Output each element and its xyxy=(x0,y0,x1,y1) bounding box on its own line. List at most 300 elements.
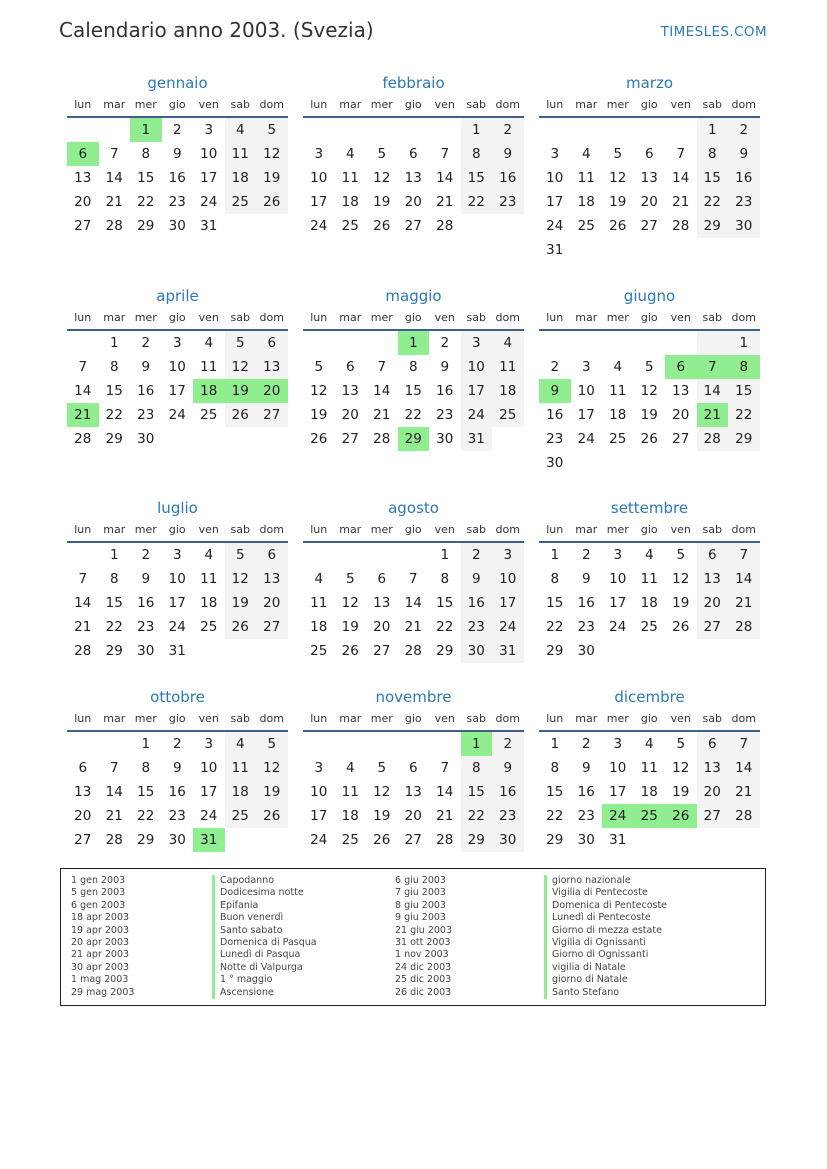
day-cell[interactable]: 18 xyxy=(341,808,359,824)
day-cell[interactable]: 16 xyxy=(168,170,186,186)
day-cell[interactable]: 28 xyxy=(728,615,760,639)
day-cell[interactable]: 7 xyxy=(377,359,387,375)
day-cell[interactable]: 9 xyxy=(728,142,760,166)
day-cell[interactable]: 3 xyxy=(492,543,524,567)
day-cell[interactable]: 11 xyxy=(640,760,658,776)
day-cell[interactable]: 13 xyxy=(697,756,729,780)
day-cell[interactable]: 12 xyxy=(225,355,257,379)
day-cell[interactable]: 10 xyxy=(577,383,595,399)
day-cell[interactable]: 23 xyxy=(577,808,595,824)
day-cell[interactable]: 6 xyxy=(697,543,729,567)
day-cell[interactable]: 16 xyxy=(577,784,595,800)
day-cell[interactable]: 8 xyxy=(408,359,418,375)
day-cell[interactable]: 15 xyxy=(546,595,564,611)
day-cell[interactable]: 19 xyxy=(225,379,257,403)
day-cell[interactable]: 16 xyxy=(728,166,760,190)
day-cell[interactable]: 26 xyxy=(373,218,391,234)
day-cell[interactable]: 16 xyxy=(168,784,186,800)
day-cell[interactable]: 13 xyxy=(341,383,359,399)
day-cell[interactable]: 20 xyxy=(697,780,729,804)
day-cell[interactable]: 30 xyxy=(137,643,155,659)
day-cell[interactable]: 15 xyxy=(461,166,493,190)
day-cell[interactable]: 7 xyxy=(676,146,686,162)
day-cell[interactable]: 19 xyxy=(640,407,658,423)
day-cell[interactable]: 18 xyxy=(200,595,218,611)
day-cell[interactable]: 5 xyxy=(256,118,288,142)
day-cell[interactable]: 29 xyxy=(546,832,564,848)
day-cell[interactable]: 8 xyxy=(461,142,493,166)
day-cell[interactable]: 29 xyxy=(461,828,493,852)
day-cell[interactable]: 7 xyxy=(440,760,450,776)
day-cell[interactable]: 13 xyxy=(640,170,658,186)
day-cell[interactable]: 11 xyxy=(225,756,257,780)
day-cell[interactable]: 28 xyxy=(436,832,454,848)
day-cell[interactable]: 10 xyxy=(200,760,218,776)
day-cell[interactable]: 20 xyxy=(341,407,359,423)
day-cell[interactable]: 27 xyxy=(373,643,391,659)
day-cell[interactable]: 2 xyxy=(461,543,493,567)
day-cell[interactable]: 4 xyxy=(613,359,623,375)
day-cell[interactable]: 9 xyxy=(539,379,571,403)
day-cell[interactable]: 19 xyxy=(256,780,288,804)
day-cell[interactable]: 26 xyxy=(609,218,627,234)
day-cell[interactable]: 3 xyxy=(550,146,560,162)
day-cell[interactable]: 22 xyxy=(461,190,493,214)
day-cell[interactable]: 1 xyxy=(550,547,560,563)
day-cell[interactable]: 18 xyxy=(193,379,225,403)
day-cell[interactable]: 15 xyxy=(105,383,123,399)
day-cell[interactable]: 25 xyxy=(492,403,524,427)
day-cell[interactable]: 2 xyxy=(141,335,151,351)
day-cell[interactable]: 21 xyxy=(728,780,760,804)
day-cell[interactable]: 20 xyxy=(256,591,288,615)
day-cell[interactable]: 22 xyxy=(105,407,123,423)
day-cell[interactable]: 24 xyxy=(168,619,186,635)
day-cell[interactable]: 20 xyxy=(672,407,690,423)
day-cell[interactable]: 10 xyxy=(310,170,328,186)
day-cell[interactable]: 17 xyxy=(310,194,328,210)
day-cell[interactable]: 6 xyxy=(408,760,418,776)
day-cell[interactable]: 23 xyxy=(436,407,454,423)
day-cell[interactable]: 3 xyxy=(172,335,182,351)
day-cell[interactable]: 18 xyxy=(225,166,257,190)
day-cell[interactable]: 24 xyxy=(461,403,493,427)
day-cell[interactable]: 1 xyxy=(461,118,493,142)
day-cell[interactable]: 27 xyxy=(256,615,288,639)
day-cell[interactable]: 29 xyxy=(546,643,564,659)
day-cell[interactable]: 23 xyxy=(546,431,564,447)
day-cell[interactable]: 19 xyxy=(310,407,328,423)
day-cell[interactable]: 1 xyxy=(461,732,493,756)
day-cell[interactable]: 3 xyxy=(204,122,214,138)
day-cell[interactable]: 5 xyxy=(676,736,686,752)
day-cell[interactable]: 29 xyxy=(137,218,155,234)
day-cell[interactable]: 6 xyxy=(377,571,387,587)
day-cell[interactable]: 10 xyxy=(609,571,627,587)
day-cell[interactable]: 9 xyxy=(492,756,524,780)
day-cell[interactable]: 13 xyxy=(404,170,422,186)
day-cell[interactable]: 25 xyxy=(634,804,666,828)
day-cell[interactable]: 23 xyxy=(461,615,493,639)
day-cell[interactable]: 2 xyxy=(492,732,524,756)
day-cell[interactable]: 17 xyxy=(609,595,627,611)
brand-link[interactable]: TIMESLES.COM xyxy=(660,24,767,40)
day-cell[interactable]: 15 xyxy=(404,383,422,399)
day-cell[interactable]: 5 xyxy=(676,547,686,563)
day-cell[interactable]: 24 xyxy=(310,218,328,234)
day-cell[interactable]: 21 xyxy=(373,407,391,423)
day-cell[interactable]: 15 xyxy=(436,595,454,611)
day-cell[interactable]: 13 xyxy=(256,567,288,591)
day-cell[interactable]: 13 xyxy=(256,355,288,379)
day-cell[interactable]: 4 xyxy=(225,118,257,142)
day-cell[interactable]: 6 xyxy=(256,543,288,567)
day-cell[interactable]: 21 xyxy=(672,194,690,210)
day-cell[interactable]: 16 xyxy=(137,595,155,611)
day-cell[interactable]: 31 xyxy=(492,639,524,663)
day-cell[interactable]: 2 xyxy=(728,118,760,142)
day-cell[interactable]: 1 xyxy=(440,547,450,563)
day-cell[interactable]: 19 xyxy=(373,194,391,210)
day-cell[interactable]: 31 xyxy=(200,218,218,234)
day-cell[interactable]: 5 xyxy=(644,359,654,375)
day-cell[interactable]: 14 xyxy=(373,383,391,399)
day-cell[interactable]: 6 xyxy=(256,331,288,355)
day-cell[interactable]: 22 xyxy=(404,407,422,423)
day-cell[interactable]: 23 xyxy=(492,804,524,828)
day-cell[interactable]: 7 xyxy=(109,760,119,776)
day-cell[interactable]: 8 xyxy=(697,142,729,166)
day-cell[interactable]: 13 xyxy=(373,595,391,611)
day-cell[interactable]: 25 xyxy=(225,804,257,828)
day-cell[interactable]: 28 xyxy=(105,218,123,234)
day-cell[interactable]: 3 xyxy=(172,547,182,563)
day-cell[interactable]: 28 xyxy=(74,431,92,447)
day-cell[interactable]: 9 xyxy=(461,567,493,591)
day-cell[interactable]: 14 xyxy=(697,379,729,403)
day-cell[interactable]: 6 xyxy=(67,142,99,166)
day-cell[interactable]: 4 xyxy=(492,331,524,355)
day-cell[interactable]: 13 xyxy=(404,784,422,800)
day-cell[interactable]: 22 xyxy=(546,619,564,635)
day-cell[interactable]: 11 xyxy=(200,359,218,375)
day-cell[interactable]: 4 xyxy=(225,732,257,756)
day-cell[interactable]: 12 xyxy=(640,383,658,399)
day-cell[interactable]: 2 xyxy=(172,122,182,138)
day-cell[interactable]: 21 xyxy=(404,619,422,635)
day-cell[interactable]: 10 xyxy=(200,146,218,162)
day-cell[interactable]: 5 xyxy=(225,543,257,567)
day-cell[interactable]: 5 xyxy=(377,146,387,162)
day-cell[interactable]: 30 xyxy=(546,455,564,471)
day-cell[interactable]: 27 xyxy=(74,832,92,848)
day-cell[interactable]: 30 xyxy=(436,431,454,447)
day-cell[interactable]: 4 xyxy=(644,547,654,563)
day-cell[interactable]: 1 xyxy=(398,331,430,355)
day-cell[interactable]: 11 xyxy=(577,170,595,186)
day-cell[interactable]: 10 xyxy=(609,760,627,776)
day-cell[interactable]: 4 xyxy=(204,335,214,351)
day-cell[interactable]: 4 xyxy=(204,547,214,563)
day-cell[interactable]: 3 xyxy=(314,146,324,162)
day-cell[interactable]: 11 xyxy=(609,383,627,399)
day-cell[interactable]: 20 xyxy=(256,379,288,403)
day-cell[interactable]: 23 xyxy=(492,190,524,214)
day-cell[interactable]: 31 xyxy=(461,427,493,451)
day-cell[interactable]: 19 xyxy=(373,808,391,824)
day-cell[interactable]: 14 xyxy=(404,595,422,611)
day-cell[interactable]: 30 xyxy=(492,828,524,852)
day-cell[interactable]: 10 xyxy=(168,571,186,587)
day-cell[interactable]: 17 xyxy=(310,808,328,824)
day-cell[interactable]: 17 xyxy=(461,379,493,403)
day-cell[interactable]: 27 xyxy=(697,615,729,639)
day-cell[interactable]: 28 xyxy=(436,218,454,234)
day-cell[interactable]: 7 xyxy=(697,355,729,379)
day-cell[interactable]: 2 xyxy=(581,547,591,563)
day-cell[interactable]: 23 xyxy=(137,619,155,635)
day-cell[interactable]: 13 xyxy=(672,383,690,399)
day-cell[interactable]: 5 xyxy=(345,571,355,587)
day-cell[interactable]: 8 xyxy=(728,355,760,379)
day-cell[interactable]: 19 xyxy=(256,166,288,190)
day-cell[interactable]: 5 xyxy=(613,146,623,162)
day-cell[interactable]: 2 xyxy=(141,547,151,563)
day-cell[interactable]: 1 xyxy=(728,331,760,355)
day-cell[interactable]: 26 xyxy=(225,615,257,639)
day-cell[interactable]: 29 xyxy=(436,643,454,659)
day-cell[interactable]: 17 xyxy=(168,595,186,611)
day-cell[interactable]: 25 xyxy=(609,431,627,447)
day-cell[interactable]: 9 xyxy=(172,760,182,776)
day-cell[interactable]: 26 xyxy=(310,431,328,447)
day-cell[interactable]: 4 xyxy=(345,146,355,162)
day-cell[interactable]: 18 xyxy=(640,784,658,800)
day-cell[interactable]: 19 xyxy=(341,619,359,635)
day-cell[interactable]: 24 xyxy=(200,194,218,210)
day-cell[interactable]: 27 xyxy=(74,218,92,234)
day-cell[interactable]: 18 xyxy=(341,194,359,210)
day-cell[interactable]: 26 xyxy=(341,643,359,659)
day-cell[interactable]: 23 xyxy=(168,194,186,210)
day-cell[interactable]: 1 xyxy=(109,547,119,563)
day-cell[interactable]: 27 xyxy=(341,431,359,447)
day-cell[interactable]: 13 xyxy=(697,567,729,591)
day-cell[interactable]: 17 xyxy=(200,784,218,800)
day-cell[interactable]: 31 xyxy=(609,832,627,848)
day-cell[interactable]: 8 xyxy=(141,760,151,776)
day-cell[interactable]: 14 xyxy=(74,595,92,611)
day-cell[interactable]: 30 xyxy=(577,643,595,659)
day-cell[interactable]: 31 xyxy=(546,242,564,258)
day-cell[interactable]: 25 xyxy=(577,218,595,234)
day-cell[interactable]: 25 xyxy=(200,619,218,635)
day-cell[interactable]: 26 xyxy=(373,832,391,848)
day-cell[interactable]: 18 xyxy=(640,595,658,611)
day-cell[interactable]: 21 xyxy=(105,194,123,210)
day-cell[interactable]: 4 xyxy=(345,760,355,776)
day-cell[interactable]: 30 xyxy=(168,218,186,234)
day-cell[interactable]: 21 xyxy=(436,808,454,824)
day-cell[interactable]: 18 xyxy=(310,619,328,635)
day-cell[interactable]: 16 xyxy=(492,166,524,190)
day-cell[interactable]: 11 xyxy=(200,571,218,587)
day-cell[interactable]: 12 xyxy=(672,571,690,587)
day-cell[interactable]: 4 xyxy=(314,571,324,587)
day-cell[interactable]: 12 xyxy=(672,760,690,776)
day-cell[interactable]: 29 xyxy=(137,832,155,848)
day-cell[interactable]: 12 xyxy=(310,383,328,399)
day-cell[interactable]: 1 xyxy=(697,118,729,142)
day-cell[interactable]: 24 xyxy=(310,832,328,848)
day-cell[interactable]: 21 xyxy=(697,403,729,427)
day-cell[interactable]: 28 xyxy=(373,431,391,447)
day-cell[interactable]: 5 xyxy=(314,359,324,375)
day-cell[interactable]: 17 xyxy=(200,170,218,186)
day-cell[interactable]: 7 xyxy=(408,571,418,587)
day-cell[interactable]: 17 xyxy=(546,194,564,210)
day-cell[interactable]: 27 xyxy=(256,403,288,427)
day-cell[interactable]: 10 xyxy=(461,355,493,379)
day-cell[interactable]: 21 xyxy=(105,808,123,824)
day-cell[interactable]: 31 xyxy=(168,643,186,659)
day-cell[interactable]: 3 xyxy=(613,736,623,752)
day-cell[interactable]: 25 xyxy=(225,190,257,214)
day-cell[interactable]: 12 xyxy=(225,567,257,591)
day-cell[interactable]: 19 xyxy=(609,194,627,210)
day-cell[interactable]: 22 xyxy=(137,808,155,824)
day-cell[interactable]: 7 xyxy=(109,146,119,162)
day-cell[interactable]: 18 xyxy=(492,379,524,403)
day-cell[interactable]: 30 xyxy=(577,832,595,848)
day-cell[interactable]: 9 xyxy=(492,142,524,166)
day-cell[interactable]: 22 xyxy=(105,619,123,635)
day-cell[interactable]: 18 xyxy=(609,407,627,423)
day-cell[interactable]: 7 xyxy=(728,732,760,756)
day-cell[interactable]: 12 xyxy=(609,170,627,186)
day-cell[interactable]: 23 xyxy=(728,190,760,214)
day-cell[interactable]: 21 xyxy=(436,194,454,210)
day-cell[interactable]: 5 xyxy=(377,760,387,776)
day-cell[interactable]: 29 xyxy=(697,214,729,238)
day-cell[interactable]: 4 xyxy=(581,146,591,162)
day-cell[interactable]: 25 xyxy=(310,643,328,659)
day-cell[interactable]: 26 xyxy=(256,804,288,828)
day-cell[interactable]: 29 xyxy=(728,427,760,451)
day-cell[interactable]: 16 xyxy=(492,780,524,804)
day-cell[interactable]: 17 xyxy=(168,383,186,399)
day-cell[interactable]: 10 xyxy=(546,170,564,186)
day-cell[interactable]: 26 xyxy=(225,403,257,427)
day-cell[interactable]: 10 xyxy=(310,784,328,800)
day-cell[interactable]: 8 xyxy=(109,359,119,375)
day-cell[interactable]: 8 xyxy=(461,756,493,780)
day-cell[interactable]: 23 xyxy=(137,407,155,423)
day-cell[interactable]: 15 xyxy=(137,784,155,800)
day-cell[interactable]: 16 xyxy=(546,407,564,423)
day-cell[interactable]: 22 xyxy=(728,403,760,427)
day-cell[interactable]: 22 xyxy=(436,619,454,635)
day-cell[interactable]: 1 xyxy=(550,736,560,752)
day-cell[interactable]: 27 xyxy=(672,431,690,447)
day-cell[interactable]: 24 xyxy=(492,615,524,639)
day-cell[interactable]: 28 xyxy=(105,832,123,848)
day-cell[interactable]: 20 xyxy=(697,591,729,615)
day-cell[interactable]: 16 xyxy=(461,591,493,615)
day-cell[interactable]: 14 xyxy=(728,567,760,591)
day-cell[interactable]: 31 xyxy=(193,828,225,852)
day-cell[interactable]: 21 xyxy=(74,619,92,635)
day-cell[interactable]: 29 xyxy=(105,431,123,447)
day-cell[interactable]: 14 xyxy=(105,170,123,186)
day-cell[interactable]: 17 xyxy=(577,407,595,423)
day-cell[interactable]: 2 xyxy=(492,118,524,142)
day-cell[interactable]: 24 xyxy=(168,407,186,423)
day-cell[interactable]: 17 xyxy=(492,591,524,615)
day-cell[interactable]: 22 xyxy=(137,194,155,210)
day-cell[interactable]: 22 xyxy=(546,808,564,824)
day-cell[interactable]: 6 xyxy=(408,146,418,162)
day-cell[interactable]: 20 xyxy=(373,619,391,635)
day-cell[interactable]: 2 xyxy=(440,335,450,351)
day-cell[interactable]: 25 xyxy=(200,407,218,423)
day-cell[interactable]: 8 xyxy=(141,146,151,162)
day-cell[interactable]: 27 xyxy=(404,218,422,234)
day-cell[interactable]: 27 xyxy=(697,804,729,828)
day-cell[interactable]: 30 xyxy=(168,832,186,848)
day-cell[interactable]: 27 xyxy=(640,218,658,234)
day-cell[interactable]: 6 xyxy=(665,355,697,379)
day-cell[interactable]: 3 xyxy=(314,760,324,776)
day-cell[interactable]: 3 xyxy=(204,736,214,752)
day-cell[interactable]: 26 xyxy=(640,431,658,447)
day-cell[interactable]: 28 xyxy=(74,643,92,659)
day-cell[interactable]: 2 xyxy=(550,359,560,375)
day-cell[interactable]: 28 xyxy=(697,427,729,451)
day-cell[interactable]: 14 xyxy=(672,170,690,186)
day-cell[interactable]: 2 xyxy=(172,736,182,752)
day-cell[interactable]: 19 xyxy=(672,784,690,800)
day-cell[interactable]: 16 xyxy=(436,383,454,399)
day-cell[interactable]: 30 xyxy=(137,431,155,447)
day-cell[interactable]: 24 xyxy=(200,808,218,824)
day-cell[interactable]: 29 xyxy=(105,643,123,659)
day-cell[interactable]: 7 xyxy=(78,571,88,587)
day-cell[interactable]: 25 xyxy=(640,619,658,635)
day-cell[interactable]: 15 xyxy=(728,379,760,403)
day-cell[interactable]: 27 xyxy=(404,832,422,848)
day-cell[interactable]: 5 xyxy=(225,331,257,355)
day-cell[interactable]: 9 xyxy=(440,359,450,375)
day-cell[interactable]: 7 xyxy=(78,359,88,375)
day-cell[interactable]: 28 xyxy=(728,804,760,828)
day-cell[interactable]: 14 xyxy=(436,170,454,186)
day-cell[interactable]: 13 xyxy=(74,784,92,800)
day-cell[interactable]: 1 xyxy=(109,335,119,351)
day-cell[interactable]: 10 xyxy=(492,567,524,591)
day-cell[interactable]: 15 xyxy=(546,784,564,800)
day-cell[interactable]: 19 xyxy=(225,591,257,615)
day-cell[interactable]: 6 xyxy=(697,732,729,756)
day-cell[interactable]: 11 xyxy=(225,142,257,166)
day-cell[interactable]: 6 xyxy=(644,146,654,162)
day-cell[interactable]: 19 xyxy=(672,595,690,611)
day-cell[interactable]: 15 xyxy=(105,595,123,611)
day-cell[interactable]: 28 xyxy=(404,643,422,659)
day-cell[interactable]: 9 xyxy=(141,359,151,375)
day-cell[interactable]: 11 xyxy=(341,784,359,800)
day-cell[interactable]: 7 xyxy=(440,146,450,162)
